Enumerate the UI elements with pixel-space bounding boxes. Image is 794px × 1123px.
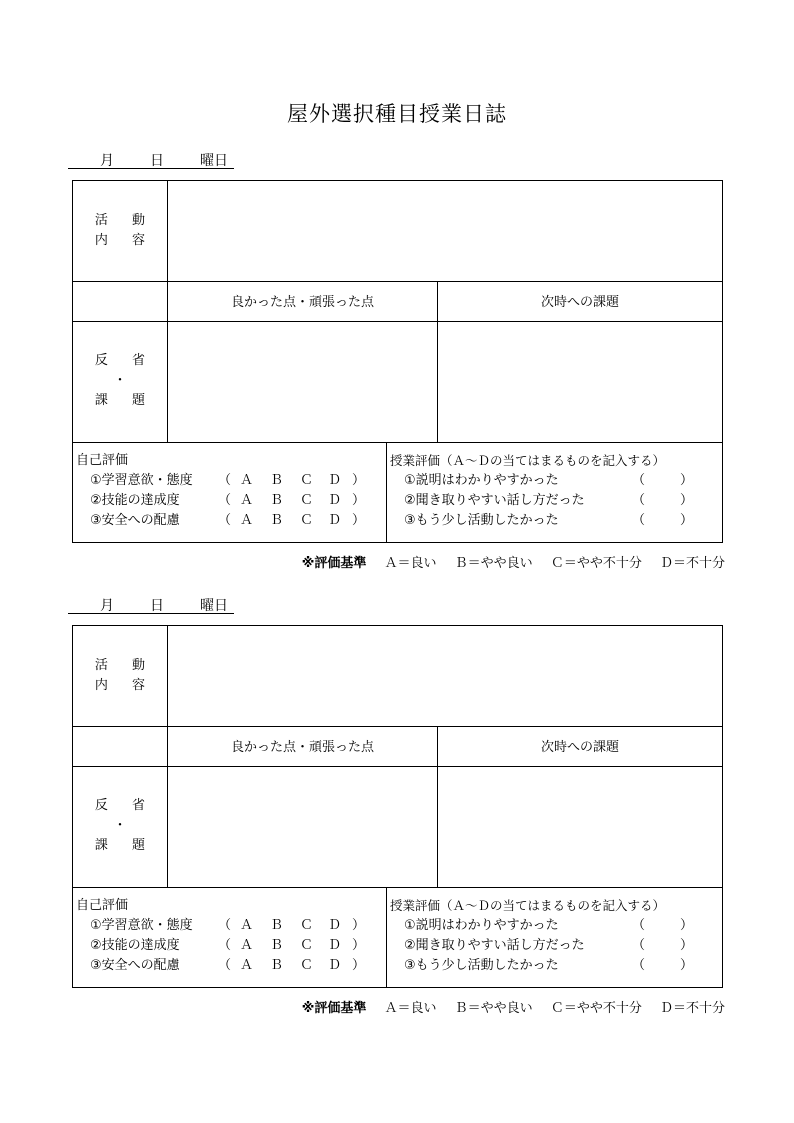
page-title: 屋外選択種目授業日誌 bbox=[287, 102, 507, 126]
next-issues-field[interactable] bbox=[438, 322, 722, 442]
self-eval-heading: 自己評価 bbox=[76, 453, 129, 468]
divider bbox=[73, 442, 722, 443]
reflection-label: 反 省 ・ 課 題 bbox=[94, 798, 156, 853]
date-line bbox=[68, 595, 234, 614]
next-issues-field[interactable] bbox=[438, 767, 722, 887]
self-evaluation bbox=[76, 451, 381, 531]
class-eval-row[interactable]: ②聞き取りやすい話し方だった （ ） bbox=[404, 938, 694, 953]
journal-form bbox=[72, 180, 723, 543]
divider bbox=[386, 442, 387, 542]
class-eval-row[interactable]: ②聞き取りやすい話し方だった （ ） bbox=[404, 493, 694, 508]
month-label: 月 bbox=[100, 153, 114, 169]
weekday-label: 曜日 bbox=[200, 598, 228, 614]
activity-label: 活 動 内 容 bbox=[94, 658, 156, 693]
col-next-header: 次時への課題 bbox=[540, 740, 619, 755]
evaluation-criteria: ※評価基準 Ａ＝良い Ｂ＝やや良い Ｃ＝やや不十分 Ｄ＝不十分 bbox=[301, 556, 725, 571]
month-label: 月 bbox=[100, 598, 114, 614]
self-eval-row[interactable]: ②技能の達成度 （ Ａ Ｂ Ｃ Ｄ ） bbox=[90, 938, 366, 953]
good-points-field[interactable] bbox=[168, 767, 437, 887]
self-eval-row[interactable]: ③安全への配慮 （ Ａ Ｂ Ｃ Ｄ ） bbox=[90, 513, 366, 528]
evaluation-criteria: ※評価基準 Ａ＝良い Ｂ＝やや良い Ｃ＝やや不十分 Ｄ＝不十分 bbox=[301, 1001, 725, 1016]
col-next-header: 次時への課題 bbox=[540, 295, 619, 310]
col-good-header: 良かった点・頑張った点 bbox=[230, 295, 374, 310]
reflection-label: 反 省 ・ 課 題 bbox=[94, 353, 156, 408]
class-eval-heading: 授業評価（Ａ～Ｄの当てはまるものを記入する） bbox=[390, 898, 666, 913]
good-points-field[interactable] bbox=[168, 322, 437, 442]
class-eval-row[interactable]: ①説明はわかりやすかった （ ） bbox=[404, 473, 694, 488]
day-label: 日 bbox=[150, 598, 164, 614]
self-eval-row[interactable]: ③安全への配慮 （ Ａ Ｂ Ｃ Ｄ ） bbox=[90, 958, 366, 973]
col-good-header: 良かった点・頑張った点 bbox=[230, 740, 374, 755]
date-line bbox=[68, 150, 234, 169]
class-evaluation bbox=[390, 451, 720, 531]
self-eval-row[interactable]: ①学習意欲・態度 （ Ａ Ｂ Ｃ Ｄ ） bbox=[90, 473, 366, 488]
weekday-label: 曜日 bbox=[200, 153, 228, 169]
class-evaluation bbox=[390, 896, 720, 976]
class-eval-heading: 授業評価（Ａ～Ｄの当てはまるものを記入する） bbox=[390, 453, 666, 468]
activity-label: 活 動 内 容 bbox=[94, 213, 156, 248]
self-evaluation bbox=[76, 896, 381, 976]
journal-form bbox=[72, 625, 723, 988]
self-eval-heading: 自己評価 bbox=[76, 898, 129, 913]
divider bbox=[73, 726, 722, 727]
self-eval-row[interactable]: ①学習意欲・態度 （ Ａ Ｂ Ｃ Ｄ ） bbox=[90, 918, 366, 933]
activity-content-field[interactable] bbox=[168, 626, 722, 726]
class-eval-row[interactable]: ①説明はわかりやすかった （ ） bbox=[404, 918, 694, 933]
self-eval-row[interactable]: ②技能の達成度 （ Ａ Ｂ Ｃ Ｄ ） bbox=[90, 493, 366, 508]
class-eval-row[interactable]: ③もう少し活動したかった （ ） bbox=[404, 958, 694, 973]
activity-content-field[interactable] bbox=[168, 181, 722, 281]
class-eval-row[interactable]: ③もう少し活動したかった （ ） bbox=[404, 513, 694, 528]
day-label: 日 bbox=[150, 153, 164, 169]
divider bbox=[73, 887, 722, 888]
divider bbox=[386, 887, 387, 987]
divider bbox=[73, 281, 722, 282]
